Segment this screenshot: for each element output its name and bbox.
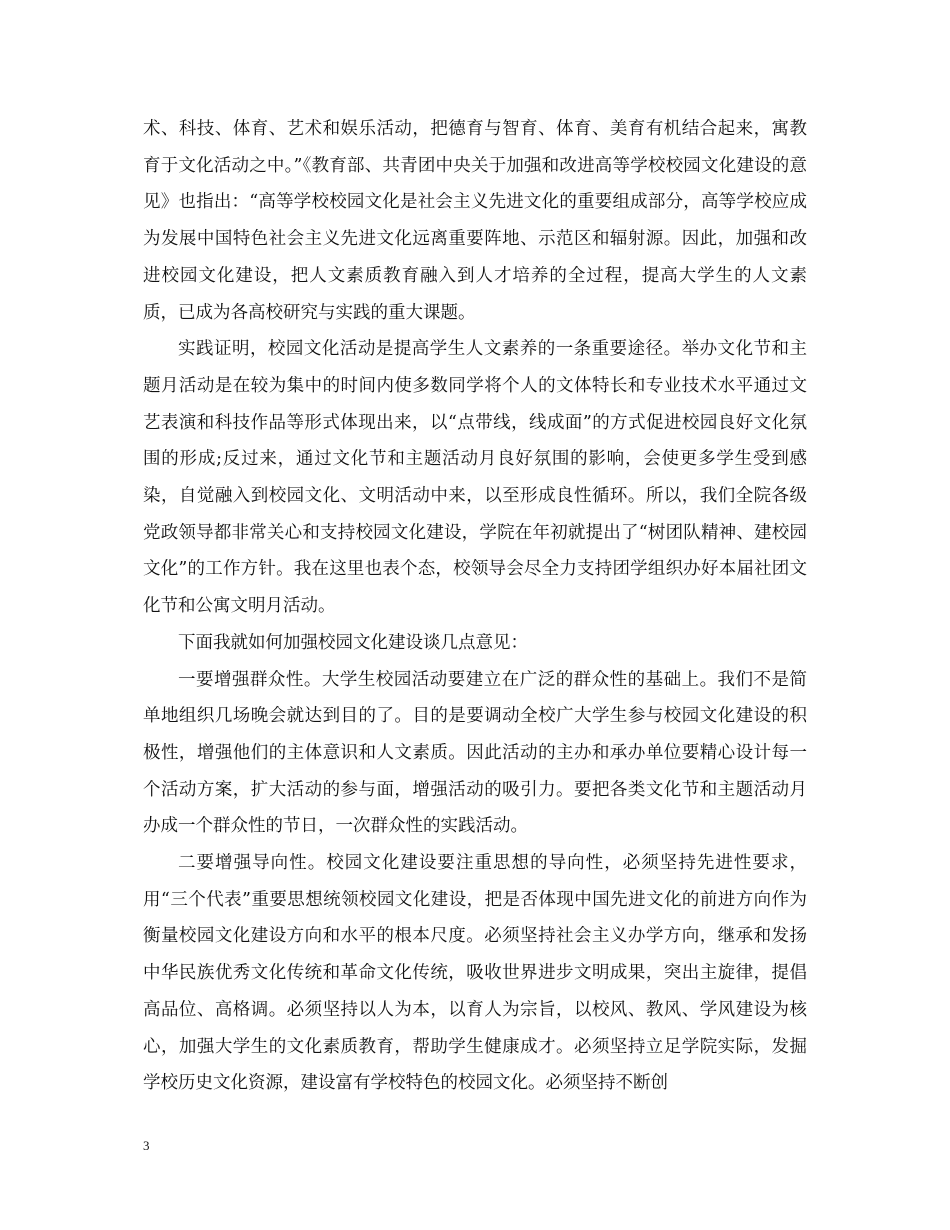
paragraph-3: 下面我就如何加强校园文化建设谈几点意见：: [178, 632, 528, 653]
paragraph-4: 一要增强群众性。大学生校园活动要建立在广泛的群众性的基础上。我们不是简单地组织几场晚会就达到目的了。目的是要调动全校广大学生参与校园文化建设的积极性，增强他们的主体意识和人文素质。因此活动的主办和承办单位要精心设计每一个活动方案，扩大活动的参与面，增强活动的吸引力。要把各类文化节和主题活动月办成一个群众性的节日，一次群众性的实践活动。: [143, 669, 807, 837]
page-number: 3: [143, 1138, 150, 1153]
body-text: [143, 111, 807, 1102]
paragraph-2: 实践证明，校园文化活动是提高学生人文素养的一条重要途径。举办文化节和主题月活动是在较为集中的时间内使多数同学将个人的文体特长和专业技术水平通过文艺表演和科技作品等形式体现出来，以“点带线，线成面”的方式促进校园良好文化氛围的形成;反过来，通过文化节和主题活动月良好氛围的影响，会使更多学生受到感染，自觉融入到校园文化、文明活动中来，以至形成良性循环。所以，我们全院各级党政领导都非常关心和支持校园文化建设，学院在年初就提出了“树团队精神、建校园文化”的工作方针。我在这里也表个态，校领导会尽全力支持团学组织办好本届社团文化节和公寓文明月活动。: [143, 339, 807, 617]
paragraph-5: 二要增强导向性。校园文化建设要注重思想的导向性，必须坚持先进性要求，用“三个代表”重要思想统领校园文化建设，把是否体现中国先进文化的前进方向作为衡量校园文化建设方向和水平的根本尺度。必须坚持社会主义办学方向，继承和发扬中华民族优秀文化传统和革命文化传统，吸收世界进步文明成果，突出主旋律，提倡高品位、高格调。必须坚持以人为本，以育人为宗旨，以校风、教风、学风建设为核心，加强大学生的文化素质教育，帮助学生健康成才。必须坚持立足学院实际，发掘学校历史文化资源，建设富有学校特色的校园文化。必须坚持不断创: [143, 853, 807, 1094]
paragraph-1: 术、科技、体育、艺术和娱乐活动，把德育与智育、体育、美育有机结合起来，寓教育于文化活动之中。”《教育部、共青团中央关于加强和改进高等学校校园文化建设的意见》也指出：“高等学校校园文化是社会主义先进文化的重要组成部分，高等学校应成为发展中国特色社会主义先进文化远离重要阵地、示范区和辐射源。因此，加强和改进校园文化建设，把人文素质教育融入到人才培养的全过程，提高大学生的人文素质，已成为各高校研究与实践的重大课题。: [143, 119, 807, 323]
